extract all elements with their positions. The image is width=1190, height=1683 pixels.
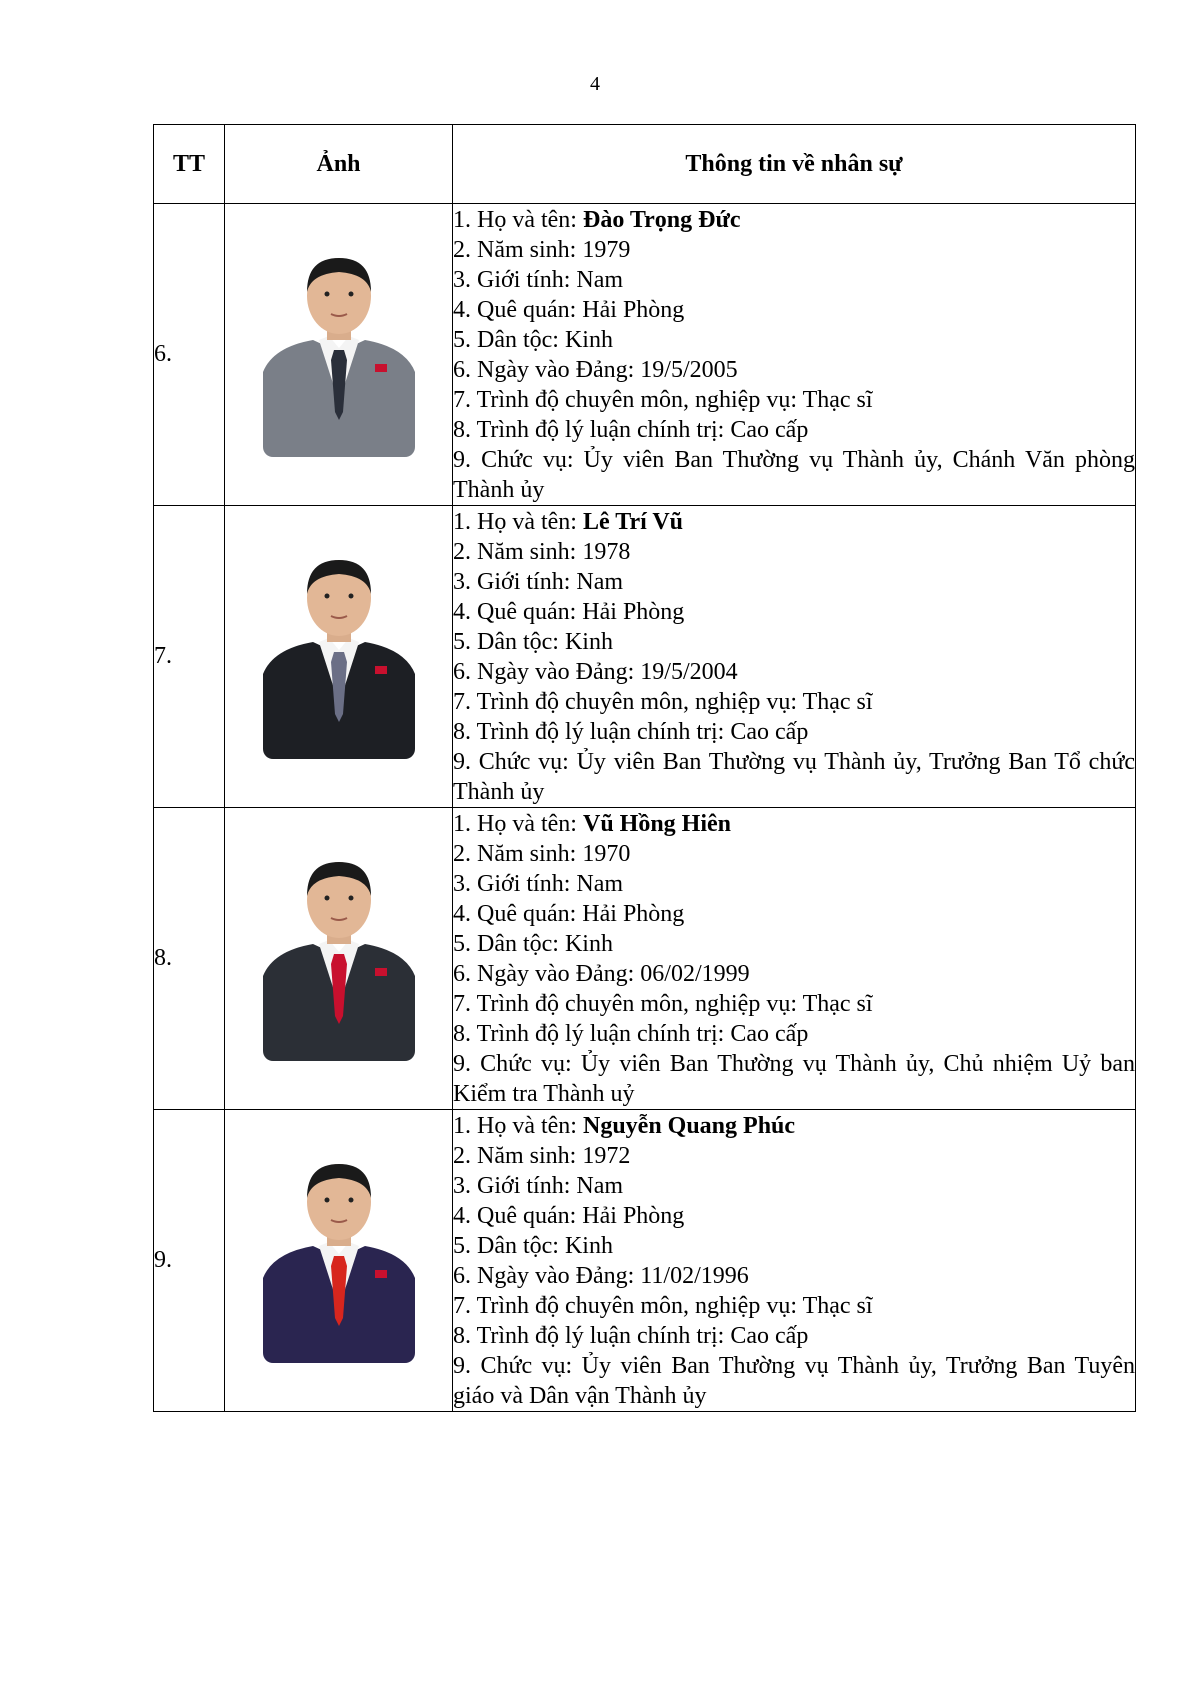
party-join-date: 6. Ngày vào Đảng: 11/02/1996 <box>453 1262 749 1289</box>
position: 9. Chức vụ: Ủy viên Ban Thường vụ Thành ủy, Chánh Văn phòng Thành ủy <box>453 446 1135 503</box>
gender: 3. Giới tính: Nam <box>453 870 624 897</box>
full-name: Lê Trí Vũ <box>582 508 684 535</box>
ethnicity: 5. Dân tộc: Kinh <box>453 930 613 957</box>
table-row <box>154 506 1136 808</box>
table-row <box>154 808 1136 1110</box>
header-info: Thông tin về nhân sự <box>453 125 1136 204</box>
table-row <box>154 204 1136 506</box>
header-tt: TT <box>154 125 225 204</box>
table-header-row <box>154 125 1136 204</box>
ethnicity: 5. Dân tộc: Kinh <box>453 1232 613 1259</box>
party-join-date: 6. Ngày vào Đảng: 06/02/1999 <box>453 960 750 987</box>
education-level: 7. Trình độ chuyên môn, nghiệp vụ: Thạc sĩ <box>453 990 873 1017</box>
gender: 3. Giới tính: Nam <box>453 568 624 595</box>
education-level: 7. Trình độ chuyên môn, nghiệp vụ: Thạc sĩ <box>453 1292 873 1319</box>
row-number: 6. <box>154 204 225 506</box>
full-name-label: 1. Họ và tên: <box>453 1112 583 1139</box>
position: 9. Chức vụ: Ủy viên Ban Thường vụ Thành ủy, Chủ nhiệm Uỷ ban Kiểm tra Thành uỷ <box>453 1050 1135 1107</box>
full-name-line <box>453 1111 1135 1141</box>
portrait-photo <box>263 252 415 457</box>
header-photo: Ảnh <box>225 125 453 204</box>
birth-year: 2. Năm sinh: 1972 <box>453 1142 631 1169</box>
photo-cell <box>225 204 453 506</box>
full-name: Đào Trọng Đức <box>582 206 741 233</box>
info-cell <box>453 1110 1136 1412</box>
full-name-label: 1. Họ và tên: <box>453 810 583 837</box>
photo-cell <box>225 1110 453 1412</box>
hometown: 4. Quê quán: Hải Phòng <box>453 1202 685 1229</box>
photo-cell <box>225 808 453 1110</box>
table-row <box>154 1110 1136 1412</box>
birth-year: 2. Năm sinh: 1979 <box>453 236 631 263</box>
row-number: 7. <box>154 506 225 808</box>
party-join-date: 6. Ngày vào Đảng: 19/5/2004 <box>453 658 738 685</box>
education-level: 7. Trình độ chuyên môn, nghiệp vụ: Thạc sĩ <box>453 688 873 715</box>
portrait-photo <box>263 1158 415 1363</box>
info-cell <box>453 808 1136 1110</box>
full-name: Nguyễn Quang Phúc <box>582 1112 796 1139</box>
hometown: 4. Quê quán: Hải Phòng <box>453 598 685 625</box>
political-theory-level: 8. Trình độ lý luận chính trị: Cao cấp <box>453 416 809 443</box>
row-number: 9. <box>154 1110 225 1412</box>
birth-year: 2. Năm sinh: 1978 <box>453 538 631 565</box>
personnel-table <box>153 124 1136 1412</box>
hometown: 4. Quê quán: Hải Phòng <box>453 900 685 927</box>
photo-cell <box>225 506 453 808</box>
ethnicity: 5. Dân tộc: Kinh <box>453 628 613 655</box>
gender: 3. Giới tính: Nam <box>453 1172 624 1199</box>
full-name-line <box>453 205 1135 235</box>
full-name-label: 1. Họ và tên: <box>453 508 583 535</box>
info-cell <box>453 204 1136 506</box>
portrait-photo <box>263 554 415 759</box>
birth-year: 2. Năm sinh: 1970 <box>453 840 631 867</box>
gender: 3. Giới tính: Nam <box>453 266 624 293</box>
info-cell <box>453 506 1136 808</box>
position: 9. Chức vụ: Ủy viên Ban Thường vụ Thành ủy, Trưởng Ban Tổ chức Thành ủy <box>453 748 1135 805</box>
ethnicity: 5. Dân tộc: Kinh <box>453 326 613 353</box>
hometown: 4. Quê quán: Hải Phòng <box>453 296 685 323</box>
full-name-label: 1. Họ và tên: <box>453 206 583 233</box>
portrait-photo <box>263 856 415 1061</box>
party-join-date: 6. Ngày vào Đảng: 19/5/2005 <box>453 356 738 383</box>
row-number: 8. <box>154 808 225 1110</box>
page-number: 4 <box>590 73 600 95</box>
full-name-line <box>453 507 1135 537</box>
full-name: Vũ Hồng Hiên <box>582 810 732 837</box>
education-level: 7. Trình độ chuyên môn, nghiệp vụ: Thạc sĩ <box>453 386 873 413</box>
political-theory-level: 8. Trình độ lý luận chính trị: Cao cấp <box>453 718 809 745</box>
political-theory-level: 8. Trình độ lý luận chính trị: Cao cấp <box>453 1020 809 1047</box>
full-name-line <box>453 809 1135 839</box>
political-theory-level: 8. Trình độ lý luận chính trị: Cao cấp <box>453 1322 809 1349</box>
position: 9. Chức vụ: Ủy viên Ban Thường vụ Thành ủy, Trưởng Ban Tuyên giáo và Dân vận Thành ủy <box>453 1352 1135 1409</box>
